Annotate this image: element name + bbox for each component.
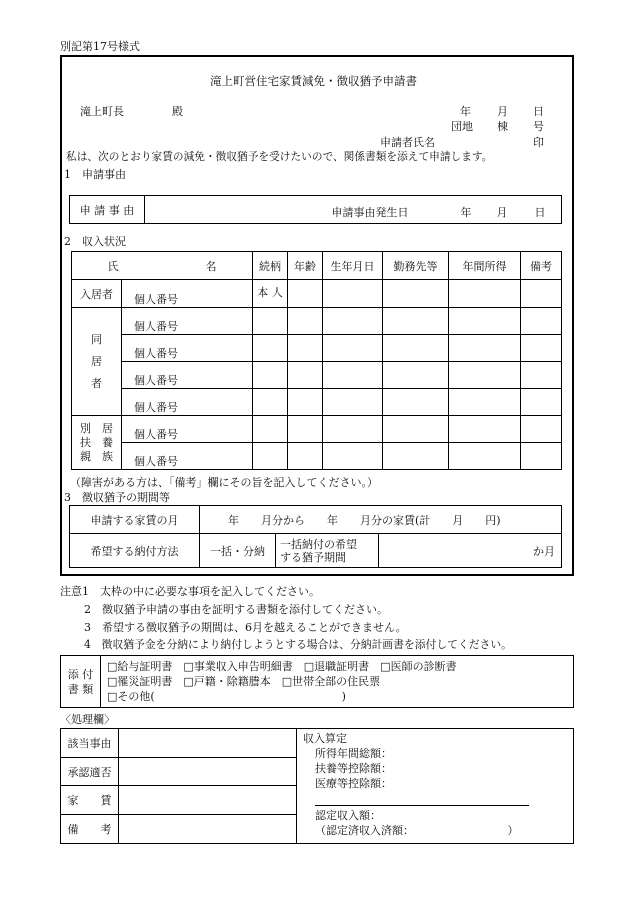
- self-label: 本 人: [253, 280, 288, 308]
- header-birth: 生年月日: [323, 252, 383, 280]
- age-cell[interactable]: [288, 335, 323, 362]
- income-table: [71, 251, 562, 470]
- id-label: 個人番号: [134, 293, 178, 306]
- table-row: [72, 280, 562, 308]
- honorific: 殿: [172, 105, 183, 118]
- calc-item: 扶養等控除額：: [315, 762, 392, 775]
- calc-item: 所得年間総額：: [315, 747, 392, 760]
- rent-value[interactable]: 年 月分から 年 月分の家賃(計 月 円): [200, 506, 562, 534]
- birth-cell[interactable]: [323, 443, 383, 470]
- months-field[interactable]: [379, 534, 562, 568]
- cohabitant-label: 同 居 者: [72, 308, 122, 416]
- remarks-cell[interactable]: [521, 416, 562, 443]
- reason-table: [69, 195, 562, 224]
- attachments-label: 添 付 書 類: [61, 656, 101, 708]
- applicant-name-label: 申請者氏名: [380, 136, 435, 149]
- processing-heading: 〈処理欄〉: [60, 713, 115, 726]
- id-cell[interactable]: [122, 335, 253, 362]
- age-cell[interactable]: [288, 389, 323, 416]
- id-label: 個人番号: [134, 428, 178, 441]
- method-label: 希望する納付方法: [70, 534, 200, 568]
- processing-field[interactable]: [119, 786, 297, 815]
- table-row: [72, 389, 562, 416]
- form-number: 別記第17号様式: [60, 40, 140, 53]
- processing-row-label: 該当事由: [61, 729, 119, 758]
- remarks-cell[interactable]: [521, 335, 562, 362]
- processing-field[interactable]: [119, 758, 297, 786]
- housing-gou: 号: [533, 120, 544, 133]
- header-relation: 続柄: [253, 252, 288, 280]
- table-row: [72, 443, 562, 470]
- income-cell[interactable]: [449, 335, 521, 362]
- id-label: 個人番号: [134, 401, 178, 414]
- remarks-cell[interactable]: [521, 280, 562, 308]
- header-income: 年間所得: [449, 252, 521, 280]
- attachments-list[interactable]: [101, 656, 574, 708]
- addressee: 滝上町長: [80, 105, 124, 118]
- relation-cell[interactable]: [253, 416, 288, 443]
- recognized-paid: （認定済収入済額： ）: [315, 824, 519, 837]
- relation-cell[interactable]: [253, 335, 288, 362]
- birth-cell[interactable]: [323, 362, 383, 389]
- date-year: 年: [460, 105, 471, 118]
- section1-heading: 1 申請事由: [64, 168, 126, 181]
- remarks-cell[interactable]: [521, 362, 562, 389]
- header-name-right: 名: [205, 259, 217, 273]
- birth-cell[interactable]: [323, 389, 383, 416]
- work-cell[interactable]: [383, 389, 449, 416]
- income-cell[interactable]: [449, 389, 521, 416]
- occurrence-month: 月: [496, 205, 508, 219]
- rent-label: 申請する家賃の月: [70, 506, 200, 534]
- date-month: 月: [497, 105, 508, 118]
- deferral-table: [69, 505, 562, 568]
- header-work: 勤務先等: [383, 252, 449, 280]
- table-row: [72, 362, 562, 389]
- note-3: 3 希望する徴収猶予の期間は、6月を越えることができません。: [84, 621, 407, 634]
- note-1: 注意1 太枠の中に必要な事項を記入してください。: [60, 585, 320, 598]
- relation-cell[interactable]: [253, 308, 288, 335]
- income-cell[interactable]: [449, 443, 521, 470]
- attachments-line-1: □給与証明書 □事業収入申告明細書 □退職証明書 □医師の診断書: [107, 660, 457, 673]
- occurrence-label: 申請事由発生日: [331, 205, 409, 219]
- section3-heading: 3 徴収猶予の期間等: [64, 491, 170, 504]
- table-row: [72, 308, 562, 335]
- income-cell[interactable]: [449, 362, 521, 389]
- method-value[interactable]: 一括・分納: [200, 534, 276, 568]
- work-cell[interactable]: [383, 280, 449, 308]
- header-name: [72, 252, 253, 280]
- work-cell[interactable]: [383, 416, 449, 443]
- months-unit: か月: [533, 544, 555, 558]
- calc-item: 医療等控除額：: [315, 777, 392, 790]
- processing-field[interactable]: [119, 815, 297, 844]
- processing-field[interactable]: [119, 729, 297, 758]
- id-label: 個人番号: [134, 374, 178, 387]
- age-cell[interactable]: [288, 280, 323, 308]
- income-cell[interactable]: [449, 308, 521, 335]
- section2-heading: 2 収入状況: [64, 235, 126, 248]
- id-cell[interactable]: [122, 308, 253, 335]
- income-calculation: [297, 729, 574, 844]
- attachments-line-2: □罹災証明書 □戸籍・除籍謄本 □世帯全部の住民票: [107, 675, 381, 688]
- housing-tou: 棟: [497, 120, 508, 133]
- attachments-table: [60, 655, 574, 708]
- id-label: 個人番号: [134, 347, 178, 360]
- remarks-cell[interactable]: [521, 389, 562, 416]
- processing-row-label: 家 賃: [61, 786, 119, 815]
- work-cell[interactable]: [383, 308, 449, 335]
- resident-label: 入居者: [72, 280, 122, 308]
- id-cell[interactable]: [122, 443, 253, 470]
- id-cell[interactable]: [122, 416, 253, 443]
- form-title: 滝上町営住宅家賃減免・徴収猶予申請書: [210, 74, 417, 88]
- table-row: [72, 416, 562, 443]
- id-cell[interactable]: [122, 362, 253, 389]
- age-cell[interactable]: [288, 416, 323, 443]
- separate-label: 別 居 扶 養 親 族: [72, 416, 122, 470]
- note-2: 2 徴収猶予申請の事由を証明する書類を添付してください。: [84, 603, 388, 616]
- lump-label: 一括納付の希望 する猶予期間: [276, 534, 379, 568]
- calc-title: 収入算定: [303, 732, 347, 745]
- id-cell[interactable]: [122, 389, 253, 416]
- intro-text: 私は、次のとおり家賃の減免・徴収猶予を受けたいので、関係書類を添えて申請します。: [66, 150, 493, 163]
- recognized-income: 認定収入額：: [315, 809, 381, 822]
- remarks-cell[interactable]: [521, 308, 562, 335]
- header-name-left: 氏: [107, 259, 119, 273]
- header-remarks: 備考: [521, 252, 562, 280]
- date-day: 日: [533, 105, 544, 118]
- work-cell[interactable]: [383, 362, 449, 389]
- housing-danchi: 団地: [451, 120, 473, 133]
- id-label: 個人番号: [134, 320, 178, 333]
- occurrence-day: 日: [534, 205, 546, 219]
- birth-cell[interactable]: [323, 416, 383, 443]
- relation-cell[interactable]: [253, 443, 288, 470]
- seal-mark: 印: [533, 136, 544, 149]
- header-age: 年齢: [288, 252, 323, 280]
- age-cell[interactable]: [288, 308, 323, 335]
- note-4: 4 徴収猶予金を分納により納付しようとする場合は、分納計画書を添付してください。: [84, 638, 512, 651]
- work-cell[interactable]: [383, 335, 449, 362]
- processing-table: [60, 728, 574, 844]
- relation-cell[interactable]: [253, 389, 288, 416]
- reason-label: 申 請 事 由: [70, 196, 145, 224]
- income-cell[interactable]: [449, 416, 521, 443]
- remarks-cell[interactable]: [521, 443, 562, 470]
- birth-cell[interactable]: [323, 280, 383, 308]
- reason-field[interactable]: [145, 196, 562, 224]
- occurrence-year: 年: [460, 205, 472, 219]
- relation-cell[interactable]: [253, 362, 288, 389]
- table-row: [72, 335, 562, 362]
- id-cell[interactable]: [122, 280, 253, 308]
- birth-cell[interactable]: [323, 308, 383, 335]
- age-cell[interactable]: [288, 443, 323, 470]
- id-label: 個人番号: [134, 455, 178, 468]
- birth-cell[interactable]: [323, 335, 383, 362]
- age-cell[interactable]: [288, 362, 323, 389]
- processing-row-label: 承認適否: [61, 758, 119, 786]
- work-cell[interactable]: [383, 443, 449, 470]
- processing-row-label: 備 考: [61, 815, 119, 844]
- disability-note: （障害がある方は、「備考」欄にその旨を記入してください。）: [70, 476, 378, 489]
- income-cell[interactable]: [449, 280, 521, 308]
- attachments-line-3: □その他( ): [107, 690, 346, 703]
